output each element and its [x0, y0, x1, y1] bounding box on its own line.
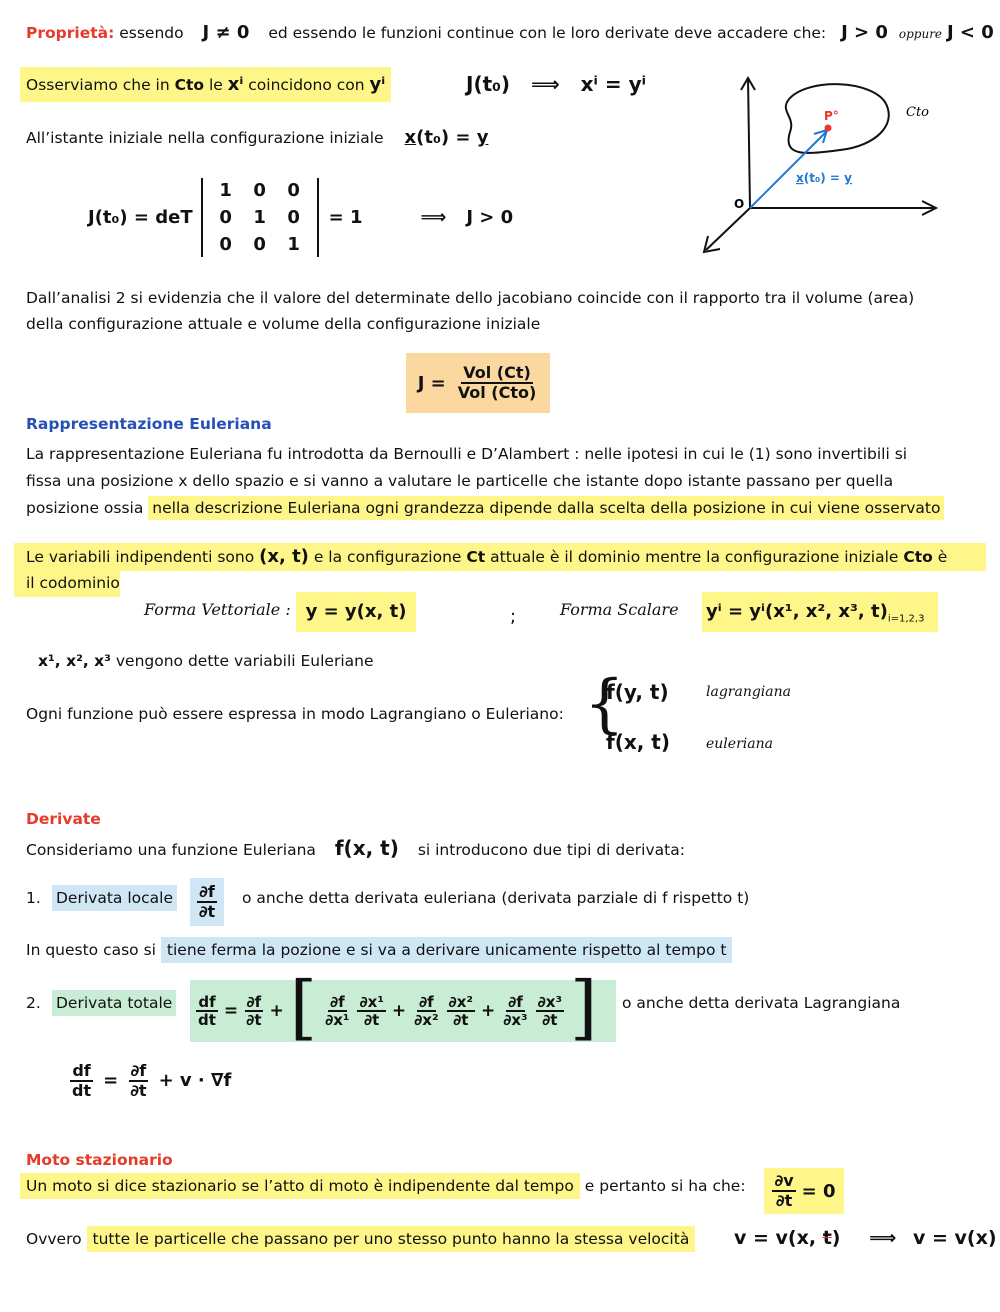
highlight-text: Un moto si dice stazionario se l’atto di moto è indipendente dal tempo: [20, 1173, 580, 1199]
t-crossed: t: [822, 1227, 832, 1249]
convective-term: + v · ∇f: [158, 1070, 232, 1092]
denominator: ∂x³: [503, 1011, 528, 1029]
steady-flow-formula: [764, 1168, 844, 1214]
numerator: df: [72, 1061, 91, 1080]
text-line: La rappresentazione Euleriana fu introdotta da Bernoulli e D’Alambert : nelle ipotesi in cui le (1) sono invertibili si: [26, 445, 908, 463]
denominator: dt: [198, 1011, 216, 1029]
text: e pertanto si ha che:: [579, 1177, 746, 1195]
forma-vettoriale-formula: y = y(x, t): [296, 592, 416, 632]
formula-f-y-t: f(y, t): [606, 680, 669, 704]
term-3a: [501, 994, 529, 1029]
point-p: [825, 125, 832, 132]
partial-f-partial-t: [244, 994, 263, 1029]
text-line: [26, 495, 944, 522]
partial-f-partial-t: [190, 878, 224, 926]
left-bracket: [: [289, 966, 318, 1048]
denominator: ∂t: [246, 1011, 262, 1029]
text: e la configurazione: [308, 548, 467, 566]
vec-x: x: [404, 127, 417, 148]
volume-fraction: [456, 364, 539, 401]
item-number: 2.: [26, 994, 41, 1012]
df-dt: [196, 994, 218, 1029]
text: attuale è il dominio mentre la configurazione iniziale: [485, 548, 904, 566]
denominator: ∂t: [775, 1191, 793, 1210]
variabili-euleriane-line: [38, 652, 374, 670]
text: essendo: [119, 24, 184, 42]
jacobian-ratio-formula: [406, 353, 550, 413]
v-eq-v-x-only: v = v(x): [912, 1227, 997, 1249]
determinant-formula: [88, 178, 513, 257]
text: ed essendo le funzioni continue con le loro derivate deve accadere che:: [268, 24, 827, 42]
df-dt: [70, 1062, 93, 1099]
cto-label: Cto: [174, 76, 205, 94]
proprieta-label: Proprietà:: [26, 24, 115, 42]
denominator: dt: [72, 1080, 92, 1100]
derivata-locale-label: Derivata locale: [52, 885, 177, 911]
formula-x123: x¹, x², x³: [38, 652, 111, 670]
term-2a: [412, 994, 440, 1029]
plus: +: [391, 1001, 407, 1021]
denominator: ∂t: [130, 1080, 147, 1100]
ct-label: Ct: [466, 548, 486, 566]
in-questo-caso-line: [26, 941, 732, 959]
proprieta-line: [26, 22, 994, 43]
oppure-note: oppure: [898, 27, 943, 41]
text-line: della configurazione attuale e volume della configurazione iniziale: [26, 315, 541, 333]
numerator: ∂f: [508, 992, 523, 1011]
forma-vettoriale-label: Forma Vettoriale :: [144, 600, 291, 619]
configuration-diagram: [690, 66, 990, 266]
derivata-locale-desc: o anche detta derivata euleriana (derivata parziale di f rispetto t): [242, 889, 750, 907]
section-heading-derivate: Derivate: [26, 810, 101, 828]
matrix-cell: 0: [219, 234, 232, 255]
det-lhs: J(t₀) = deT: [88, 207, 193, 228]
analisi-paragraph: [26, 285, 914, 337]
matrix-cell: 0: [253, 234, 266, 255]
formula-x-t: (x, t): [259, 546, 309, 567]
derivata-totale-desc: o anche detta derivata Lagrangiana: [622, 994, 901, 1012]
text: vengono dette variabili Euleriane: [115, 652, 374, 670]
text: coincidono con: [243, 76, 370, 94]
matrix-cell: 1: [219, 180, 232, 201]
partial-f-partial-t: [128, 1062, 148, 1099]
text: le: [204, 76, 228, 94]
plus: +: [480, 1001, 496, 1021]
denominator: ∂x²: [414, 1011, 439, 1029]
moto-line: [20, 1177, 746, 1195]
v-eq-v-x: v = v(x,: [734, 1227, 823, 1249]
numerator: ∂x²: [448, 992, 473, 1011]
formula-j-gt-0: J > 0: [841, 22, 888, 43]
j-eq: J =: [417, 372, 446, 394]
formula-j-ne-0: J ≠ 0: [202, 22, 250, 43]
t0: (t₀) =: [803, 171, 845, 185]
lagrangiana-label: lagrangiana: [706, 684, 791, 700]
variabili-line: [26, 546, 947, 567]
denominator: ∂x¹: [325, 1011, 350, 1029]
fraction: [197, 883, 217, 920]
text-line: Dall’analisi 2 si evidenzia che il valore del determinate dello jacobiano coincide con il rapporto tra il volume (area): [26, 289, 915, 307]
implies-arrow: ⟹: [420, 207, 447, 228]
vec-y: y: [844, 171, 852, 185]
point-p-label: P°: [824, 109, 839, 123]
material-derivative-formula: [70, 1062, 231, 1099]
vec-x: x: [796, 171, 804, 185]
matrix-cell: 1: [287, 234, 300, 255]
ovvero-line: [26, 1230, 695, 1248]
text: Ovvero: [26, 1230, 87, 1248]
denominator: ∂t: [364, 1011, 380, 1029]
velocity-formula: [734, 1227, 997, 1249]
denominator: ∂t: [198, 902, 216, 921]
numerator: ∂x¹: [359, 992, 384, 1011]
term-2b: [447, 994, 475, 1029]
numerator: ∂v: [774, 1171, 794, 1191]
formula-xi-eq-yi: xⁱ = yⁱ: [580, 72, 647, 96]
denominator: Vol (Cto): [457, 383, 537, 402]
numerator: ∂f: [329, 992, 345, 1011]
formula-f-x-t: f(x, t): [606, 730, 671, 754]
det-eq: = 1: [328, 207, 363, 228]
euleriana-paragraph: [26, 441, 944, 522]
term-1a: [323, 994, 351, 1029]
text: si introducono due tipi di derivata:: [417, 841, 685, 859]
denominator: ∂t: [453, 1011, 469, 1029]
highlight-text: nella descrizione Euleriana ogni grandezza dipende dalla scelta della posizione in cui viene osservato: [148, 496, 944, 520]
x-axis: [706, 208, 750, 250]
numerator: ∂f: [419, 992, 434, 1011]
t0: (t₀) =: [416, 127, 477, 148]
consideriamo-line: [26, 836, 685, 860]
formula-f-x-t: f(x, t): [334, 836, 399, 860]
forma-scalare-formula: [702, 592, 938, 632]
istante-iniziale-line: [26, 127, 488, 148]
vec-y: y: [476, 127, 489, 148]
numerator: ∂f: [246, 992, 262, 1011]
close-paren: ): [831, 1227, 841, 1249]
numerator: ∂f: [199, 882, 215, 902]
section-heading-moto: Moto stazionario: [26, 1151, 173, 1169]
matrix-cell: 1: [253, 207, 266, 228]
matrix-cell: 0: [219, 207, 232, 228]
term-3b: [536, 994, 564, 1029]
index-range: i=1,2,3: [887, 613, 925, 625]
highlight-text: tutte le particelle che passano per uno stesso punto hanno la stessa velocità: [87, 1226, 696, 1252]
implies-arrow: ⟹: [869, 1227, 897, 1249]
left-brace: {: [584, 667, 625, 741]
identity-matrix: [201, 178, 319, 257]
text: posizione ossia: [26, 499, 149, 517]
text: All’istante iniziale nella configurazione iniziale: [26, 129, 384, 147]
matrix-cell: 0: [287, 207, 300, 228]
equals: =: [223, 1001, 239, 1021]
ogni-funzione-text: Ogni funzione può essere espressa in modo Lagrangiano o Euleriano:: [26, 705, 564, 723]
matrix-cell: 0: [253, 180, 266, 201]
formula-x-t0-eq-y: [405, 127, 489, 148]
term-1b: [357, 994, 385, 1029]
numerator: ∂f: [130, 1061, 147, 1080]
item-number: 1.: [26, 889, 41, 907]
section-heading-euleriana: Rappresentazione Euleriana: [26, 415, 272, 433]
osserviamo-highlight: [20, 67, 391, 102]
z-axis: [748, 78, 750, 208]
text: Consideriamo una funzione Euleriana: [26, 841, 316, 859]
region-label: Cto: [906, 105, 929, 120]
obs-formula: [466, 72, 646, 96]
implies-arrow: ⟹: [531, 72, 560, 96]
formula-j-t0: J(t₀): [466, 72, 511, 96]
denominator: ∂t: [542, 1011, 558, 1029]
formula-j-gt-0: J > 0: [466, 207, 514, 228]
derivata-totale-label: Derivata totale: [52, 990, 176, 1016]
text: In questo caso si: [26, 941, 161, 959]
partial-v-partial-t: [772, 1172, 795, 1209]
origin-label: O: [734, 197, 745, 211]
numerator: Vol (Ct): [463, 363, 531, 383]
euleriana-label: euleriana: [706, 736, 773, 752]
equals-zero: = 0: [801, 1180, 836, 1202]
vector-label: [796, 171, 852, 185]
highlight-text: tiene ferma la pozione e si va a derivare unicamente rispetto al tempo t: [161, 937, 733, 963]
separator: ;: [510, 606, 517, 627]
cto-label: Cto: [903, 548, 933, 566]
text-line: fissa una posizione x dello spazio e si vanno a valutare le particelle che istante dopo istante passano per quella: [26, 472, 894, 490]
codominio-line: il codominio: [26, 574, 120, 592]
formula-xi: xⁱ: [227, 74, 244, 95]
equals: =: [103, 1070, 119, 1092]
text: Osserviamo che in: [26, 76, 175, 94]
text: Le variabili indipendenti sono: [26, 548, 260, 566]
text: è: [932, 548, 948, 566]
matrix-cell: 0: [287, 180, 300, 201]
right-bracket: ]: [570, 966, 598, 1048]
formula-j-lt-0: J < 0: [946, 22, 994, 43]
numerator: df: [198, 992, 216, 1011]
plus: +: [269, 1001, 284, 1021]
total-derivative-formula: [190, 966, 616, 1048]
forma-scalare-label: Forma Scalare: [560, 600, 679, 619]
scalar-eq: yⁱ = yⁱ(x¹, x², x³, t): [706, 601, 888, 622]
numerator: ∂x³: [537, 992, 563, 1011]
formula-yi: yⁱ: [369, 74, 386, 95]
